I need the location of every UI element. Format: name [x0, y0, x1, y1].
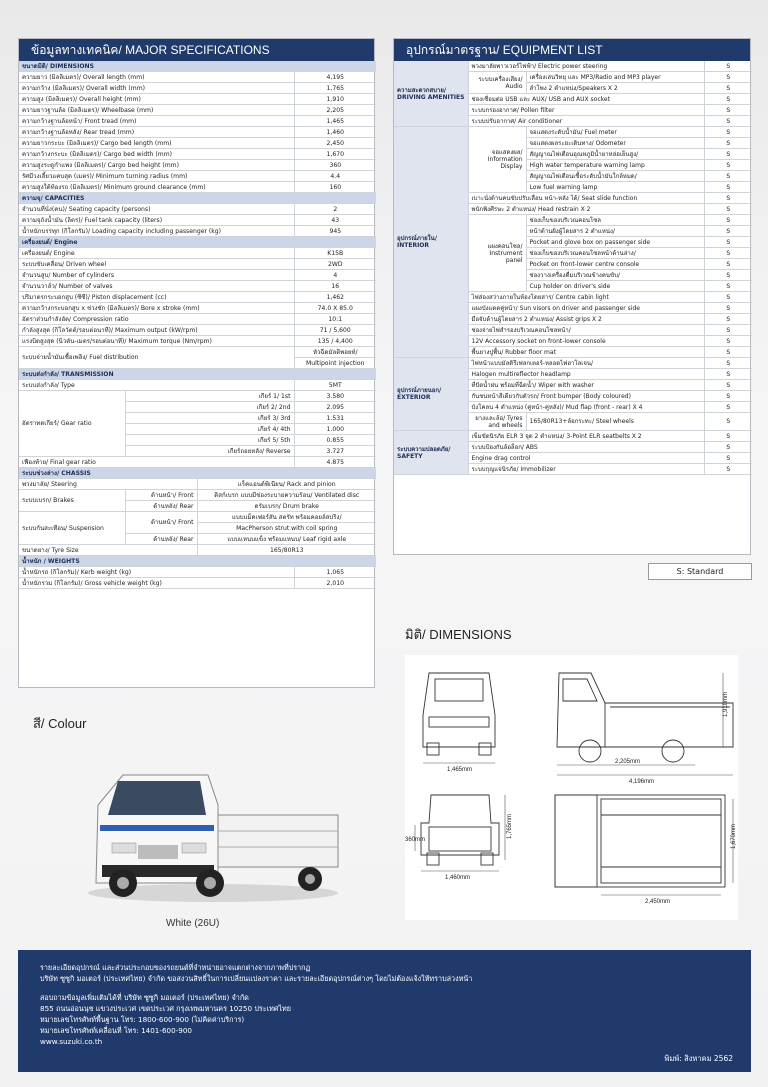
equipment-panel	[393, 38, 751, 555]
standard-mark: S	[704, 226, 752, 237]
spec-value: 2,205	[294, 105, 376, 116]
specifications-panel	[18, 38, 375, 688]
position-label: ด้านหลัง/ Rear	[125, 501, 197, 512]
spec-label: ความกว้างฐานล้อหลัง/ Rear tread (mm)	[19, 127, 294, 138]
table-row	[19, 347, 376, 358]
table-row	[19, 94, 376, 105]
equipment-item: 165/80R13+ล้อกระทะ/ Steel wheels	[526, 413, 704, 431]
equipment-item: Halogen multireflector headlamp	[468, 369, 704, 380]
spec-value: แร็คแอนด์พิเนียน/ Rack and pinion	[197, 479, 376, 490]
table-row	[19, 314, 376, 325]
standard-mark: S	[704, 248, 752, 259]
spec-label: ความสูง (มิลลิเมตร)/ Overall height (mm)	[19, 94, 294, 105]
spec-value: 5MT	[294, 380, 376, 391]
spec-label: ความกว้างฐานล้อหน้า/ Front tread (mm)	[19, 116, 294, 127]
standard-mark: S	[704, 464, 752, 475]
spec-value: 2,010	[294, 578, 376, 589]
table-row	[394, 61, 752, 72]
gear-value: 0.855	[294, 435, 376, 446]
spec-value: 1,765	[294, 83, 376, 94]
gear-name: เกียร์ 2/ 2nd	[125, 402, 294, 413]
section-title: ขนาดมิติ/ DIMENSIONS	[19, 61, 376, 72]
colour-name: White (26U)	[166, 918, 220, 929]
spec-value: 160	[294, 182, 376, 193]
table-row	[19, 545, 376, 556]
standard-mark: S	[704, 402, 752, 413]
table-row	[394, 358, 752, 369]
table-row	[19, 127, 376, 138]
standard-mark: S	[704, 369, 752, 380]
footer-contact-1: สอบถามข้อมูลเพิ่มเติมได้ที่ บริษัท ซูซูกิ มอเตอร์ (ประเทศไทย) จำกัด	[40, 993, 249, 1002]
table-row	[19, 479, 376, 490]
standard-mark: S	[704, 193, 752, 204]
standard-mark: S	[704, 149, 752, 160]
gear-value: 1.531	[294, 413, 376, 424]
category-label: ความสะดวกสบาย/ DRIVING AMENITIES	[394, 61, 468, 127]
equipment-item: ช่องจ่ายไฟสำรองบริเวณคอนโซลหน้า/	[468, 325, 704, 336]
footer-disclaimer-1: รายละเอียดอุปกรณ์ และส่วนประกอบของรถยนต์ที่จำหน่ายอาจแตกต่างจากภาพที่ปรากฏ	[40, 963, 311, 972]
table-row	[19, 204, 376, 215]
position-label: ด้านหลัง/ Rear	[125, 534, 197, 545]
table-row	[19, 490, 376, 501]
standard-mark: S	[704, 453, 752, 464]
equipment-item: ช่องเก็บของบริเวณคอนโซลหน้าด้านล่าง/	[526, 248, 704, 259]
table-row	[19, 83, 376, 94]
standard-legend: S: Standard	[648, 563, 752, 580]
standard-mark: S	[704, 138, 752, 149]
spec-value: 2WD	[294, 259, 376, 270]
section-title: ระบบส่งกำลัง/ TRANSMISSION	[19, 369, 376, 380]
equipment-item: 12V Accessory socket on front-lower console	[468, 336, 704, 347]
equipment-item: ช่องวางเครื่องดื่มบริเวณข้างคนขับ/	[526, 270, 704, 281]
spec-label: ระบบส่งกำลัง/ Type	[19, 380, 294, 391]
category-label: อุปกรณ์ภายนอก/ EXTERIOR	[394, 358, 468, 431]
spec-value: 43	[294, 215, 376, 226]
spec-label: จำนวนวาล์ว/ Number of valves	[19, 281, 294, 292]
specifications-title: ข้อมูลทางเทคนิค/ MAJOR SPECIFICATIONS	[19, 39, 374, 61]
spec-value: 1,910	[294, 94, 376, 105]
footer-disclaimer-2: บริษัท ซูซูกิ มอเตอร์ (ประเทศไทย) จำกัด ขอสงวนสิทธิ์ในการเปลี่ยนแปลงราคา และรายละเอียดอุปกรณ์ต่างๆ โดยไม่ต้องแจ้งให้ทราบล่วงหน้า	[40, 974, 473, 983]
spec-value: 1,065	[294, 567, 376, 578]
spec-label: เครื่องยนต์/ Engine	[19, 248, 294, 259]
section-header	[19, 61, 376, 72]
table-row	[19, 457, 376, 468]
equipment-item: ระบบป้องกันล้อล็อก/ ABS	[468, 442, 704, 453]
position-label: ด้านหน้า/ Front	[125, 512, 197, 534]
section-title: ระบบช่วงล่าง/ CHASSIS	[19, 468, 376, 479]
standard-mark: S	[704, 105, 752, 116]
equipment-item: ระบบกรองอากาศ/ Pollen filter	[468, 105, 704, 116]
spec-value: K15B	[294, 248, 376, 259]
truck-image	[78, 765, 348, 905]
table-row	[394, 127, 752, 138]
gear-value: 3.580	[294, 391, 376, 402]
spec-value: ดรัมเบรก/ Drum brake	[197, 501, 376, 512]
table-row	[19, 116, 376, 127]
spec-value: แบบแม็คเฟอร์สัน สตรัท พร้อมคอยล์สปริง/	[197, 512, 376, 523]
spec-label: รัศมีวงเลี้ยวแคบสุด (เมตร)/ Minimum turning radius (mm)	[19, 171, 294, 182]
spec-value: 360	[294, 160, 376, 171]
spec-value: 4.4	[294, 171, 376, 182]
table-row	[19, 578, 376, 589]
table-row	[19, 380, 376, 391]
spec-label: น้ำหนักรวม (กิโลกรัม)/ Gross vehicle weight (kg)	[19, 578, 294, 589]
equipment-item: แผงบังแดดคู่หน้า/ Sun visors on driver and passenger side	[468, 303, 704, 314]
spec-value: 10:1	[294, 314, 376, 325]
dim-bed-width: 1,670mm	[731, 823, 737, 849]
equipment-table	[394, 61, 752, 475]
equipment-item: ช่องเก็บของบริเวณคอนโซล	[526, 215, 704, 226]
spec-value: 1,670	[294, 149, 376, 160]
standard-mark: S	[704, 347, 752, 358]
standard-mark: S	[704, 442, 752, 453]
subcategory-label: แผงคอนโซล/ Instrument panel	[468, 215, 526, 292]
spec-value: 1,460	[294, 127, 376, 138]
spec-label: อัตราส่วนกำลังอัด/ Compression ratio	[19, 314, 294, 325]
position-label: ด้านหน้า/ Front	[125, 490, 197, 501]
gear-name: เกียร์ 5/ 5th	[125, 435, 294, 446]
table-row	[19, 567, 376, 578]
spec-label: ระบบเบรก/ Brakes	[19, 490, 125, 512]
standard-mark: S	[704, 391, 752, 402]
equipment-item: Cup holder on driver's side	[526, 281, 704, 292]
standard-mark: S	[704, 160, 752, 171]
spec-value: 165/80R13	[197, 545, 376, 556]
gear-value: 2.095	[294, 402, 376, 413]
table-row	[19, 72, 376, 83]
standard-mark: S	[704, 259, 752, 270]
spec-label: ขนาดยาง/ Tyre Size	[19, 545, 197, 556]
section-header	[19, 193, 376, 204]
spec-value: 2	[294, 204, 376, 215]
equipment-item: ลำโพง 2 ตำแหน่ง/Speakers X 2	[526, 83, 704, 94]
spec-label: เฟืองท้าย/ Final gear ratio	[19, 457, 294, 468]
equipment-item: พื้นยางปูพื้น/ Rubber floor mat	[468, 347, 704, 358]
spec-value: 945	[294, 226, 376, 237]
table-row	[394, 431, 752, 442]
spec-label: ความกว้างกระบอกสูบ x ช่วงชัก (มิลลิเมตร)/ Bore x stroke (mm)	[19, 303, 294, 314]
table-row	[19, 303, 376, 314]
table-row	[19, 281, 376, 292]
spec-label: ความยาวฐานล้อ (มิลลิเมตร)/ Wheelbase (mm)	[19, 105, 294, 116]
spec-value: 1,465	[294, 116, 376, 127]
spec-value: ดิสก์เบรก แบบมีช่องระบายความร้อน/ Ventilated disc	[197, 490, 376, 501]
footer-website[interactable]: www.suzuki.co.th	[40, 1037, 103, 1046]
equipment-item: จอแสดงผลระยะเดินทาง/ Odometer	[526, 138, 704, 149]
equipment-item: Low fuel warning lamp	[526, 182, 704, 193]
spec-label: น้ำหนักบรรทุก (กิโลกรัม)/ Loading capacity including passenger (kg)	[19, 226, 294, 237]
printed-date: พิมพ์: สิงหาคม 2562	[664, 1054, 733, 1063]
table-row	[19, 248, 376, 259]
spec-label: ความกว้าง (มิลลิเมตร)/ Overall width (mm)	[19, 83, 294, 94]
equipment-item: ไฟส่องสว่างภายในห้องโดยสาร/ Centre cabin light	[468, 292, 704, 303]
equipment-item: Engine drag control	[468, 453, 704, 464]
dim-wheelbase: 2,205mm	[615, 759, 641, 765]
standard-mark: S	[704, 336, 752, 347]
standard-mark: S	[704, 303, 752, 314]
equipment-item: Pocket and glove box on passenger side	[526, 237, 704, 248]
spec-value: 4	[294, 270, 376, 281]
equipment-item: เบาะนั่งด้านคนขับปรับเลื่อน หน้า-หลัง ได้/ Seat slide function	[468, 193, 704, 204]
spec-label: น้ำหนักรถ (กิโลกรัม)/ Kerb weight (kg)	[19, 567, 294, 578]
section-title: เครื่องยนต์/ Engine	[19, 237, 376, 248]
equipment-title: อุปกรณ์มาตรฐาน/ EQUIPMENT LIST	[394, 39, 750, 61]
spec-label: ความยาว (มิลลิเมตร)/ Overall length (mm)	[19, 72, 294, 83]
standard-mark: S	[704, 314, 752, 325]
table-row	[19, 512, 376, 523]
spec-label: จำนวนที่นั่ง(คน)/ Seating capacity (persons)	[19, 204, 294, 215]
equipment-item: จอแสดงระดับน้ำมัน/ Fuel meter	[526, 127, 704, 138]
standard-mark: S	[704, 380, 752, 391]
dim-width: 1,765mm	[507, 813, 513, 839]
standard-mark: S	[704, 127, 752, 138]
dim-bed-height: 360mm	[405, 837, 426, 843]
standard-mark: S	[704, 325, 752, 336]
spec-value: Multipoint injection	[294, 358, 376, 369]
table-row	[19, 149, 376, 160]
colour-heading: สี/ Colour	[33, 716, 87, 731]
standard-mark: S	[704, 270, 752, 281]
spec-value: 16	[294, 281, 376, 292]
spec-label: ระบบจ่ายน้ำมันเชื้อเพลิง/ Fuel distribution	[19, 347, 294, 369]
standard-mark: S	[704, 292, 752, 303]
spec-value: 1,462	[294, 292, 376, 303]
table-row	[19, 182, 376, 193]
dimension-line-drawings	[405, 655, 738, 920]
dim-height: 1,910mm	[723, 691, 729, 717]
gear-name: เกียร์ 4/ 4th	[125, 424, 294, 435]
standard-mark: S	[704, 215, 752, 226]
spec-label: ความยาวกระบะ (มิลลิเมตร)/ Cargo bed length (mm)	[19, 138, 294, 149]
spec-value: MacPherson strut with coil spring	[197, 523, 376, 534]
equipment-item: พนักพิงศีรษะ 2 ตำแหน่ง/ Head restrain X 2	[468, 204, 704, 215]
dim-front-tread: 1,465mm	[447, 767, 473, 773]
category-label: ระบบความปลอดภัย/ SAFETY	[394, 431, 468, 475]
footer-phone-land: หมายเลขโทรศัพท์พื้นฐาน โทร: 1800-600-900 (ไม่คิดค่าบริการ)	[40, 1015, 245, 1024]
spec-value: 2,450	[294, 138, 376, 149]
equipment-item: ไฟหน้าแบบมัลติรีเฟลกเตอร์-หลอดไฟฮาโลเจน/	[468, 358, 704, 369]
dim-length: 4,196mm	[629, 779, 655, 785]
category-label: อุปกรณ์ภายใน/ INTERIOR	[394, 127, 468, 358]
dimensions-drawing	[405, 655, 738, 920]
subcategory-label: ระบบเครื่องเสียง/ Audio	[468, 72, 526, 94]
equipment-item: ที่ปัดน้ำฝน พร้อมที่ฉีดน้ำ/ Wiper with washer	[468, 380, 704, 391]
white-truck-illustration	[78, 765, 348, 905]
equipment-item: ช่องเชื่อมต่อ USB และ AUX/ USB and AUX socket	[468, 94, 704, 105]
standard-mark: S	[704, 171, 752, 182]
table-row	[19, 270, 376, 281]
equipment-item: ระบบปรับอากาศ/ Air conditioner	[468, 116, 704, 127]
spec-label: ความสูงระดูกำแพง (มิลลิเมตร)/ Cargo bed height (mm)	[19, 160, 294, 171]
standard-mark: S	[704, 61, 752, 72]
dim-rear-tread: 1,460mm	[445, 875, 471, 881]
table-row	[19, 105, 376, 116]
footer-address: 855 ถนนอ่อนนุช แขวงประเวศ เขตประเวศ กรุงเทพมหานคร 10250 ประเทศไทย	[40, 1004, 291, 1013]
spec-label: กำลังสูงสุด (กิโลวัตต์/รอบต่อนาที)/ Maximum output (kW/rpm)	[19, 325, 294, 336]
spec-label: ความกว้างกระบะ (มิลลิเมตร)/ Cargo bed width (mm)	[19, 149, 294, 160]
specifications-table	[19, 61, 376, 589]
standard-mark: S	[704, 116, 752, 127]
gear-value: 1.000	[294, 424, 376, 435]
equipment-item: เครื่องเล่นวิทยุ และ MP3/Radio and MP3 player	[526, 72, 704, 83]
section-header	[19, 468, 376, 479]
gear-name: เกียร์ 1/ 1st	[125, 391, 294, 402]
table-row	[19, 325, 376, 336]
spec-value: 71 / 5,600	[294, 325, 376, 336]
spec-label: ระบบขับเคลื่อน/ Driven wheel	[19, 259, 294, 270]
spec-value: 4.875	[294, 457, 376, 468]
equipment-item: หน้าด้านฝั่งผู้โดยสาร 2 ตำแหน่ง/	[526, 226, 704, 237]
table-row	[19, 138, 376, 149]
equipment-item: สัญญาณไฟเตือนอุณหภูมิน้ำยาหล่อเย็นสูง/	[526, 149, 704, 160]
equipment-item: สัญญาณไฟเตือนเชื้อระดับน้ำมันใกล้หมด/	[526, 171, 704, 182]
spec-label: ความสูงใต้ท้องรถ (มิลลิเมตร)/ Minimum ground clearance (mm)	[19, 182, 294, 193]
table-row	[19, 215, 376, 226]
spec-value: 74.0 X 85.0	[294, 303, 376, 314]
standard-mark: S	[704, 204, 752, 215]
table-row	[19, 336, 376, 347]
spec-value: แบบแหนบแข็ง พร้อมแหนบ/ Leaf rigid axle	[197, 534, 376, 545]
footer-notice	[18, 950, 751, 1072]
spec-label: แรงบิดสูงสุด (นิวตัน-เมตร/รอบต่อนาที)/ Maximum torque (Nm/rpm)	[19, 336, 294, 347]
standard-mark: S	[704, 94, 752, 105]
standard-mark: S	[704, 431, 752, 442]
standard-mark: S	[704, 83, 752, 94]
gear-name: เกียร์ 3/ 3rd	[125, 413, 294, 424]
standard-mark: S	[704, 358, 752, 369]
equipment-item: ระบบกุญแจนิรภัย/ Immobilizer	[468, 464, 704, 475]
spec-label: จำนวนสูบ/ Number of cylinders	[19, 270, 294, 281]
dimensions-heading: มิติ/ DIMENSIONS	[405, 627, 512, 642]
equipment-item: Pocket on front-lower centre console	[526, 259, 704, 270]
equipment-item: กันชนหน้าสีเดียวกับตัวรถ/ Front bumper (Body coloured)	[468, 391, 704, 402]
spec-value: 4,195	[294, 72, 376, 83]
spec-label: พวงมาลัย/ Steering	[19, 479, 197, 490]
standard-mark: S	[704, 182, 752, 193]
table-row	[19, 391, 376, 402]
section-title: น้ำหนัก / WEIGHTS	[19, 556, 376, 567]
footer-phone-mobile: หมายเลขโทรศัพท์เคลื่อนที่ โทร: 1401-600-900	[40, 1026, 192, 1035]
gear-name: เกียร์ถอยหลัง/ Reverse	[125, 446, 294, 457]
equipment-item: มือจับด้านผู้โดยสาร 2 ตำแหน่ง/ Assist grips X 2	[468, 314, 704, 325]
spec-label: ระบบกันสะเทือน/ Suspension	[19, 512, 125, 545]
gear-value: 3.727	[294, 446, 376, 457]
equipment-item: บังโคลน 4 ตำแหน่ง (คู่หน้า-คู่หลัง)/ Mud flap (front - rear) X 4	[468, 402, 704, 413]
section-header	[19, 556, 376, 567]
spec-value: หัวฉีดมัลติพอยท์/	[294, 347, 376, 358]
spec-label: ปริมาตรกระบอกสูบ (ซีซี)/ Piston displacement (cc)	[19, 292, 294, 303]
spec-value: 135 / 4,400	[294, 336, 376, 347]
section-header	[19, 237, 376, 248]
subcategory-label: จอแสดงผล/ Information Display	[468, 127, 526, 193]
standard-mark: S	[704, 281, 752, 292]
standard-mark: S	[704, 72, 752, 83]
section-header	[19, 369, 376, 380]
table-row	[19, 226, 376, 237]
equipment-item: High water temperature warning lamp	[526, 160, 704, 171]
table-row	[19, 259, 376, 270]
equipment-item: เข็มขัดนิรภัย ELR 3 จุด 2 ตำแหน่ง/ 3-Point ELR seatbelts X 2	[468, 431, 704, 442]
table-row	[19, 292, 376, 303]
table-row	[19, 160, 376, 171]
subcategory-label: ยางและล้อ/ Tyres and wheels	[468, 413, 526, 431]
table-row	[19, 171, 376, 182]
dim-bed-length: 2,450mm	[645, 899, 671, 905]
section-title: ความจุ/ CAPACITIES	[19, 193, 376, 204]
spec-label: ความจุถังน้ำมัน (ลิตร)/ Fuel tank capacity (liters)	[19, 215, 294, 226]
standard-mark: S	[704, 237, 752, 248]
spec-label: อัตราทดเกียร์/ Gear ratio	[19, 391, 125, 457]
equipment-item: พวงมาลัยพาวเวอร์ไฟฟ้า/ Electric power steering	[468, 61, 704, 72]
standard-mark: S	[704, 413, 752, 431]
